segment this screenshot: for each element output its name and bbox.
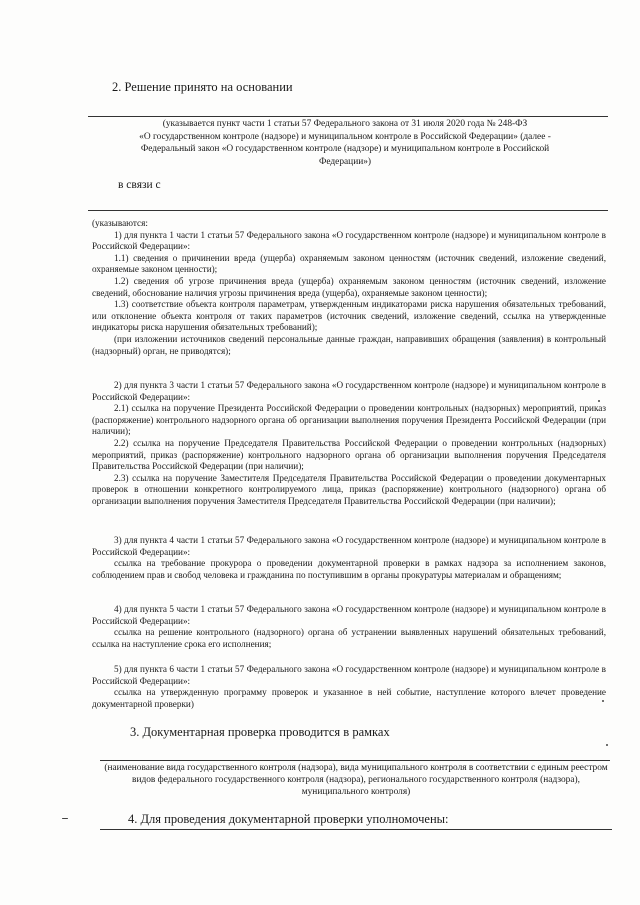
scan-speck	[598, 400, 600, 402]
in-connection-label: в связи с	[118, 179, 161, 191]
reason-paragraph: 2.2) ссылка на поручение Председателя Правительства Российской Федерации о проведении контрольных (надзорных) мероприятий, приказ (распоряжение) контрольного надзорного органа об организации выполнения поручения Председателя Правительства Российской Федерации (при наличии);	[92, 437, 606, 472]
reason-paragraph: ссылка на утвержденную программу проверок и указанное в ней событие, наступление которого влечет проведение документарной проверки)	[92, 687, 606, 709]
fill-line	[100, 760, 610, 761]
reasons-intro: (указываются:	[92, 218, 148, 228]
note-line: «О государственном контроле (надзоре) и муниципальном контроле в Российской Федерации» (далее -	[139, 131, 551, 142]
reason-paragraph: 1.2) сведения об угрозе причинения вреда (ущерба) охраняемым законом ценностям (источник сведений, изложение сведений, обоснование наличия угрозы причинения вреда (ущерба), охраняемые законом ценности);	[92, 275, 606, 298]
reason-paragraph: (при изложении источников сведений персональные данные граждан, направивших обращения (заявления) в контрольный (надзорный) орган, не приводятся);	[92, 333, 606, 356]
reasons-block-1	[92, 218, 606, 357]
reason-paragraph: ссылка на требование прокурора о проведении документарной проверки в рамках надзора за исполнением законов, соблюдением прав и свобод человека и гражданина по поступившим в органы прокуратуры материалам и обращениям;	[92, 558, 606, 580]
fill-line	[88, 210, 608, 211]
reason-paragraph: 2.3) ссылка на поручение Заместителя Председателя Правительства Российской Федерации о проведении документарных проверок в отношении конкретного контролируемого лица, приказ (распоряжение) контрольного (надзорного) органа об организации выполнения поручения Заместителя Председателя Правительства Российской Федерации (при наличии);	[92, 472, 606, 506]
scan-speck	[62, 818, 68, 819]
section-2-heading: 2. Решение принято на основании	[112, 80, 293, 94]
reason-paragraph: 1.1) сведения о причинении вреда (ущерба) охраняемым законом ценностям (источник сведений, изложение сведений, охраняемые законом ценности);	[92, 252, 606, 275]
reasons-block-2	[92, 380, 606, 508]
reason-paragraph: 2) для пункта 3 части 1 статьи 57 Федерального закона «О государственном контроле (надзоре) и муниципальном контроле в Российской Федерации»:	[92, 380, 606, 402]
reason-paragraph: 1.3) соответствие объекта контроля параметрам, утвержденным индикаторами риска нарушения обязательных требований, или отклонение объекта контроля от таких параметров (источник сведений, изложение сведений, ссылка на утвержденные индикаторы риска нарушения обязательных требований);	[92, 299, 606, 333]
note-line: Федерации»)	[318, 156, 372, 167]
reasons-block-4	[92, 604, 606, 650]
reason-paragraph: 4) для пункта 5 части 1 статьи 57 Федерального закона «О государственном контроле (надзоре) и муниципальном контроле в Российской Федерации»:	[92, 604, 606, 626]
reason-paragraph: 3) для пункта 4 части 1 статьи 57 Федерального закона «О государственном контроле (надзоре) и муниципальном контроле в Российской Федерации»:	[92, 535, 606, 557]
section-3-note: (наименование вида государственного контроля (надзора), вида муниципального контроля в соответствии с единым реестром видов федерального государственного контроля (надзора), регионального государственного контроля (надзора), муниципального контроля)	[104, 763, 608, 798]
fill-line	[88, 116, 608, 117]
section-3-heading: 3. Документарная проверка проводится в рамках	[130, 725, 390, 739]
scan-speck	[606, 744, 608, 746]
reason-paragraph: 2.1) ссылка на поручение Президента Российской Федерации о проведении контрольных (надзорных) мероприятий, приказ (распоряжение) контрольного надзорного органа об организации выполнения поручения Президента Российской Федерации (при наличии);	[92, 403, 606, 437]
fill-line	[100, 829, 612, 830]
section-2-note	[80, 118, 610, 168]
section-4-heading: 4. Для проведения документарной проверки уполномочены:	[128, 812, 449, 826]
reason-paragraph: 1) для пункта 1 части 1 статьи 57 Федерального закона «О государственном контроле (надзоре) и муниципальном контроле в Российской Федерации»:	[92, 229, 606, 252]
reason-paragraph: ссылка на решение контрольного (надзорного) органа об устранении выявленных нарушений обязательных требований, ссылка на наступление срока его исполнения;	[92, 627, 606, 649]
scan-speck	[602, 700, 604, 702]
note-line: Федеральный закон «О государственном контроле (надзоре) и муниципальном контроле в Российской	[140, 144, 550, 155]
reasons-block-5	[92, 664, 606, 710]
reason-paragraph: 5) для пункта 6 части 1 статьи 57 Федерального закона «О государственном контроле (надзоре) и муниципальном контроле в Российской Федерации»:	[92, 664, 606, 686]
reasons-block-3	[92, 535, 606, 581]
note-line: (указывается пункт части 1 статьи 57 Федерального закона от 31 июля 2020 года № 248-ФЗ	[162, 119, 528, 129]
